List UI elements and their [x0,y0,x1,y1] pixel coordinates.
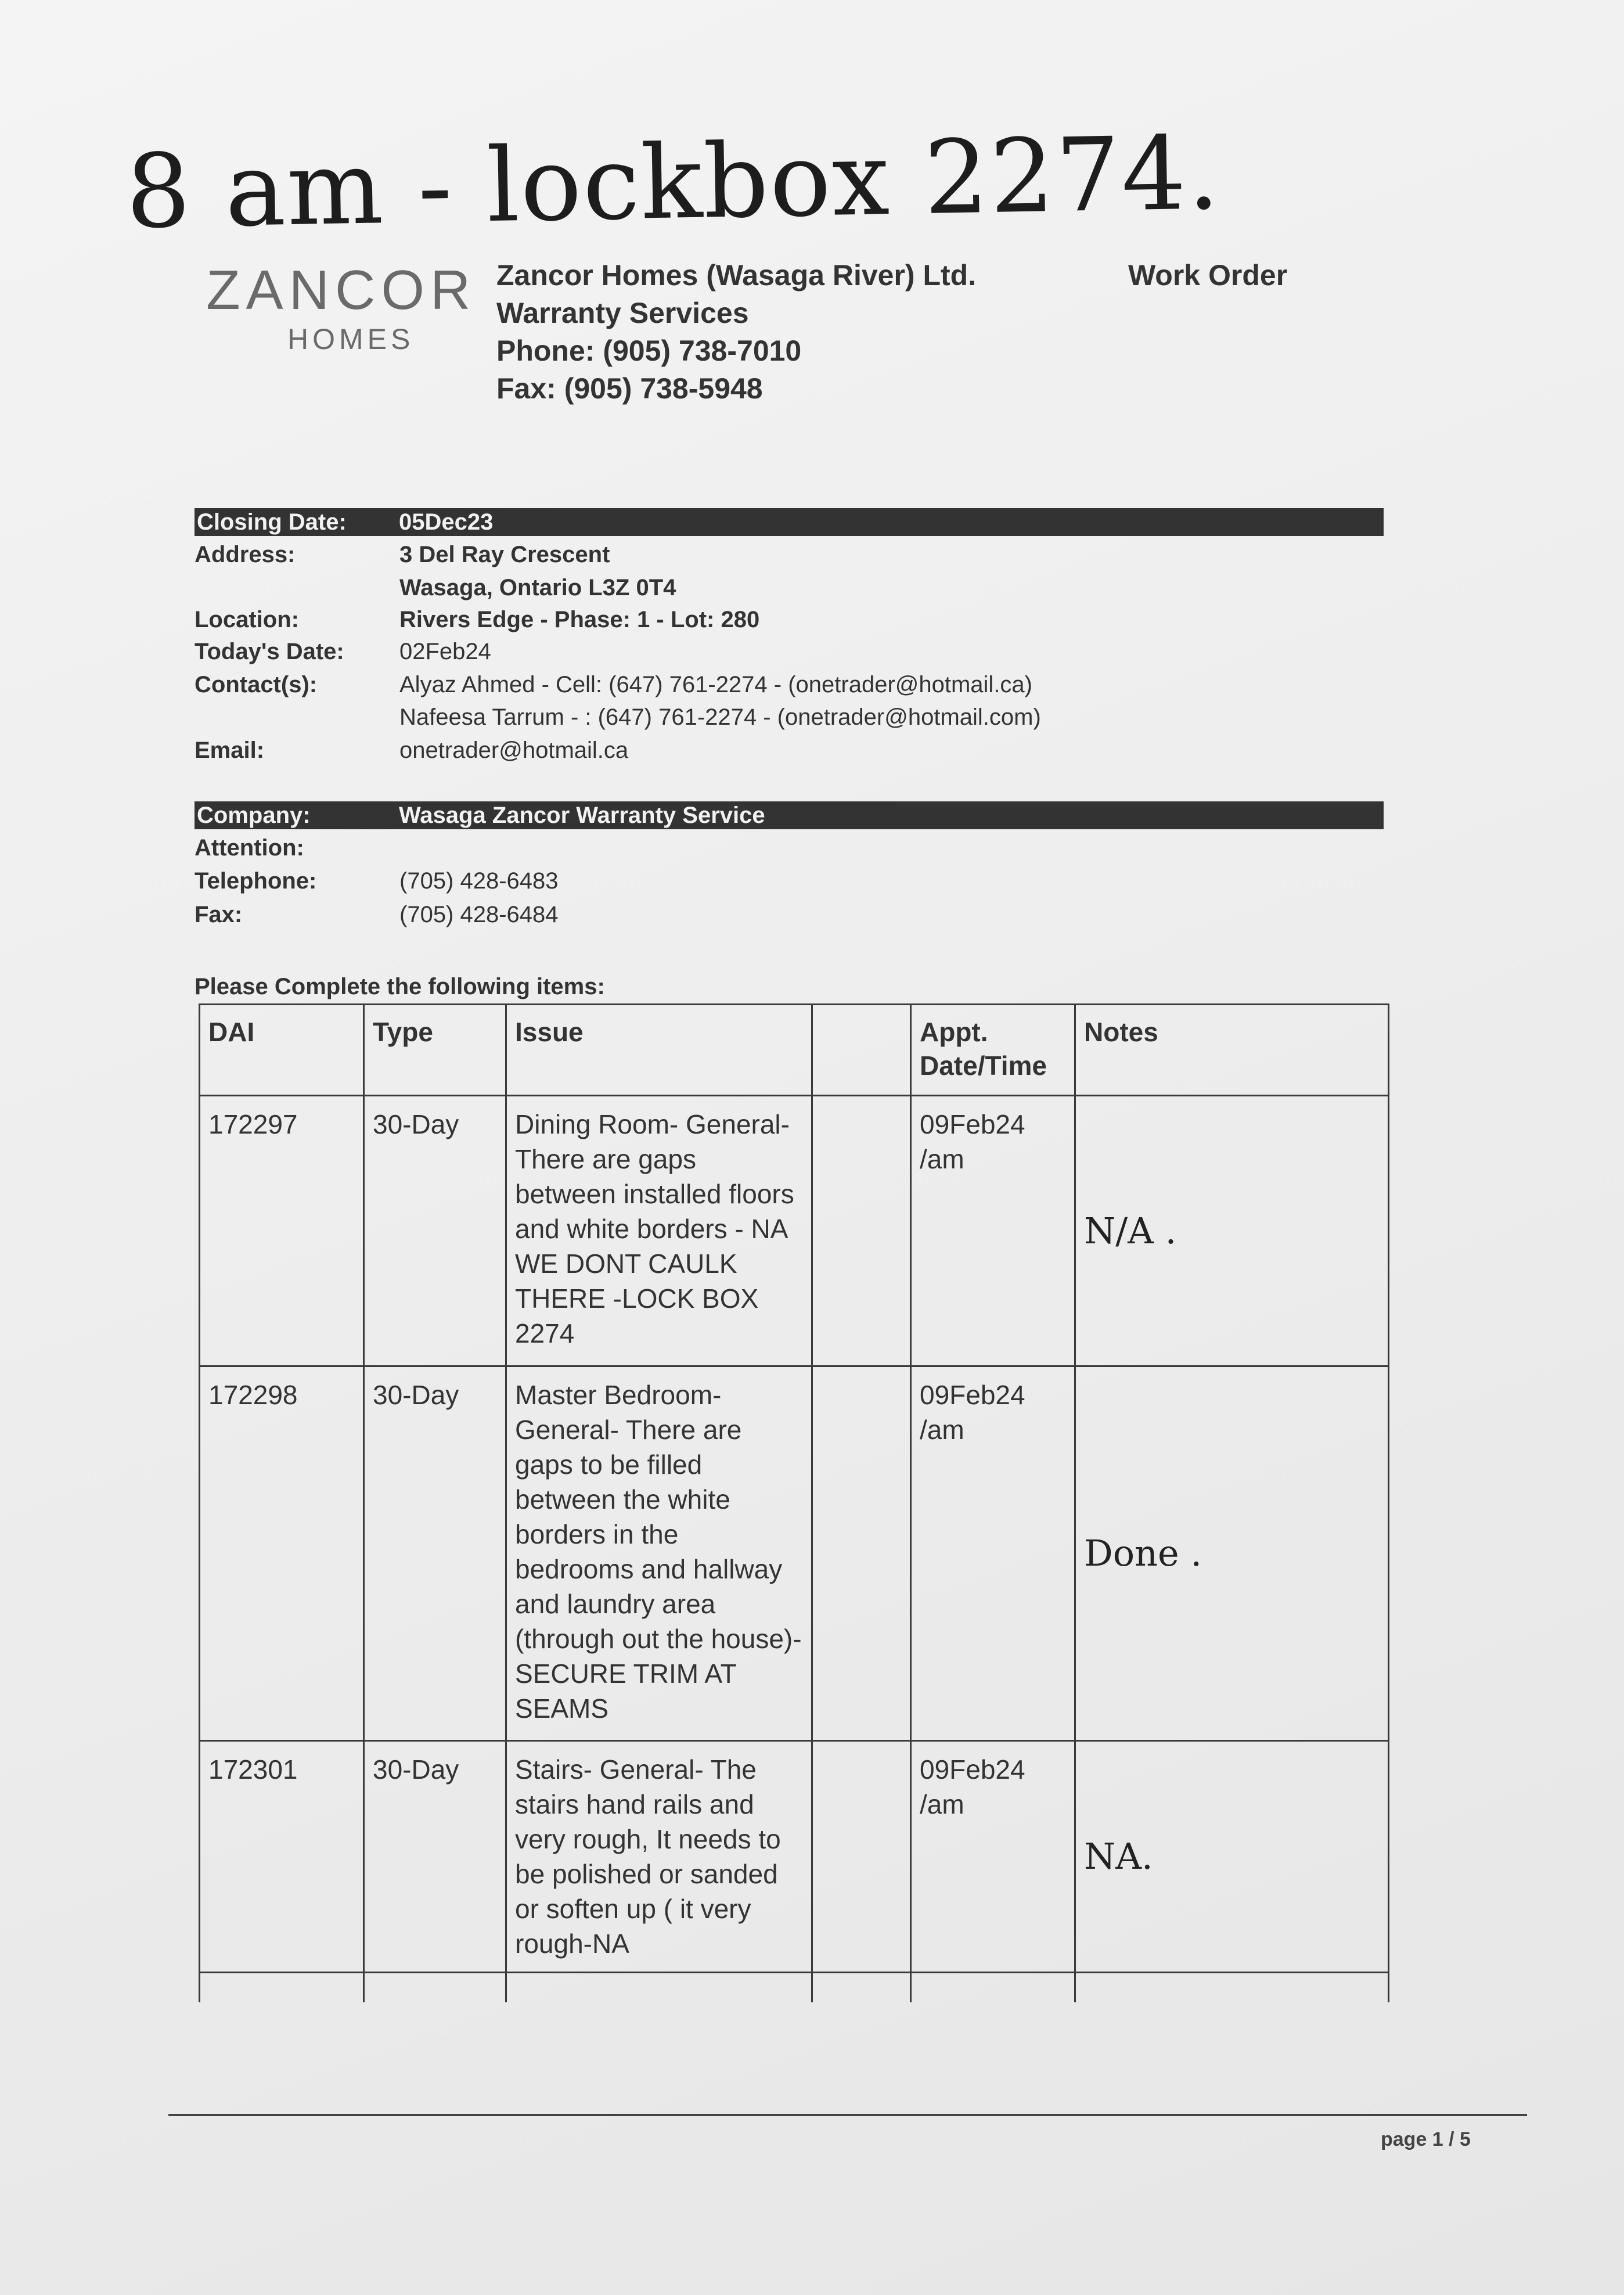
table-header-row [200,1005,1389,1096]
cell-dai: 172297 [200,1096,364,1366]
address-line-1: 3 Del Ray Crescent [399,542,610,567]
location-value: Rivers Edge - Phase: 1 - Lot: 280 [399,607,760,632]
cell-blank [812,1096,911,1366]
department: Warranty Services [496,297,749,329]
table-row [200,1741,1389,1973]
email-value: onetrader@hotmail.ca [399,738,629,763]
cell-issue: Master Bedroom- General- There are gaps to be filled between the white borders in the bedrooms and hallway and laundry area (through out the house)-SECURE TRIM AT SEAMS [506,1366,812,1741]
table-row [200,1366,1389,1741]
cell-dai: 172298 [200,1366,364,1741]
contacts-label: Contact(s): [195,672,318,697]
telephone-label: Telephone: [195,868,317,894]
col-header-issue: Issue [506,1005,812,1096]
telephone-value: (705) 428-6483 [399,868,559,894]
closing-date-label: Closing Date: [197,509,347,535]
cell-issue: Dining Room- General- There are gaps between installed floors and white borders - NA WE DONT CAULK THERE -LOCK BOX 2274 [506,1096,812,1366]
col-header-type: Type [364,1005,506,1096]
location-label: Location: [195,607,299,632]
attention-label: Attention: [195,835,304,861]
cell-type: 30-Day [364,1096,506,1366]
company-phone: Phone: (905) 738-7010 [496,334,802,367]
cell-handwritten-note: NA. [1075,1741,1389,1973]
closing-date-bar [195,508,1384,536]
logo-wordmark: ZANCOR [206,259,477,321]
company-label: Company: [197,803,311,828]
table-row-continued [200,1973,1389,2003]
items-intro: Please Complete the following items: [195,974,605,999]
company-bar [195,801,1384,829]
col-header-blank [812,1005,911,1096]
cell-blank [812,1741,911,1973]
address-label: Address: [195,542,296,567]
cell-appt: 09Feb24 /am [911,1366,1075,1741]
col-header-appt: Appt. Date/Time [911,1005,1075,1096]
col-header-notes: Notes [1075,1005,1389,1096]
cell-type: 30-Day [364,1366,506,1741]
cell-dai: 172301 [200,1741,364,1973]
company-name: Zancor Homes (Wasaga River) Ltd. [496,259,977,292]
contact-2: Nafeesa Tarrum - : (647) 761-2274 - (onetrader@hotmail.com) [399,704,1041,730]
fax-value: (705) 428-6484 [399,902,559,927]
table-row [200,1096,1389,1366]
cell-blank [812,1366,911,1741]
todays-date-label: Today's Date: [195,639,344,664]
contact-1: Alyaz Ahmed - Cell: (647) 761-2274 - (onetrader@hotmail.ca) [399,672,1032,697]
footer-divider [168,2114,1527,2116]
handwritten-note: 8 am - lockbox 2274. [125,114,1222,251]
cell-appt: 09Feb24 /am [911,1741,1075,1973]
closing-date-value: 05Dec23 [399,509,494,535]
todays-date-value: 02Feb24 [399,639,491,664]
cell-issue: Stairs- General- The stairs hand rails and very rough, It needs to be polished or sanded or soften up ( it very rough-NA [506,1741,812,1973]
fax-label: Fax: [195,902,243,927]
cell-appt: 09Feb24 /am [911,1096,1075,1366]
page-number: page 1 / 5 [1381,2128,1471,2150]
cell-type: 30-Day [364,1741,506,1973]
company-fax: Fax: (905) 738-5948 [496,372,763,405]
document-title: Work Order [1128,259,1288,292]
address-line-2: Wasaga, Ontario L3Z 0T4 [399,575,676,600]
logo-subtitle: HOMES [287,323,415,355]
email-label: Email: [195,738,265,763]
cell-handwritten-note: Done . [1075,1366,1389,1741]
work-items-table [199,1003,1389,2002]
col-header-dai: DAI [200,1005,364,1096]
cell-handwritten-note: N/A . [1075,1096,1389,1366]
company-value: Wasaga Zancor Warranty Service [399,803,765,828]
